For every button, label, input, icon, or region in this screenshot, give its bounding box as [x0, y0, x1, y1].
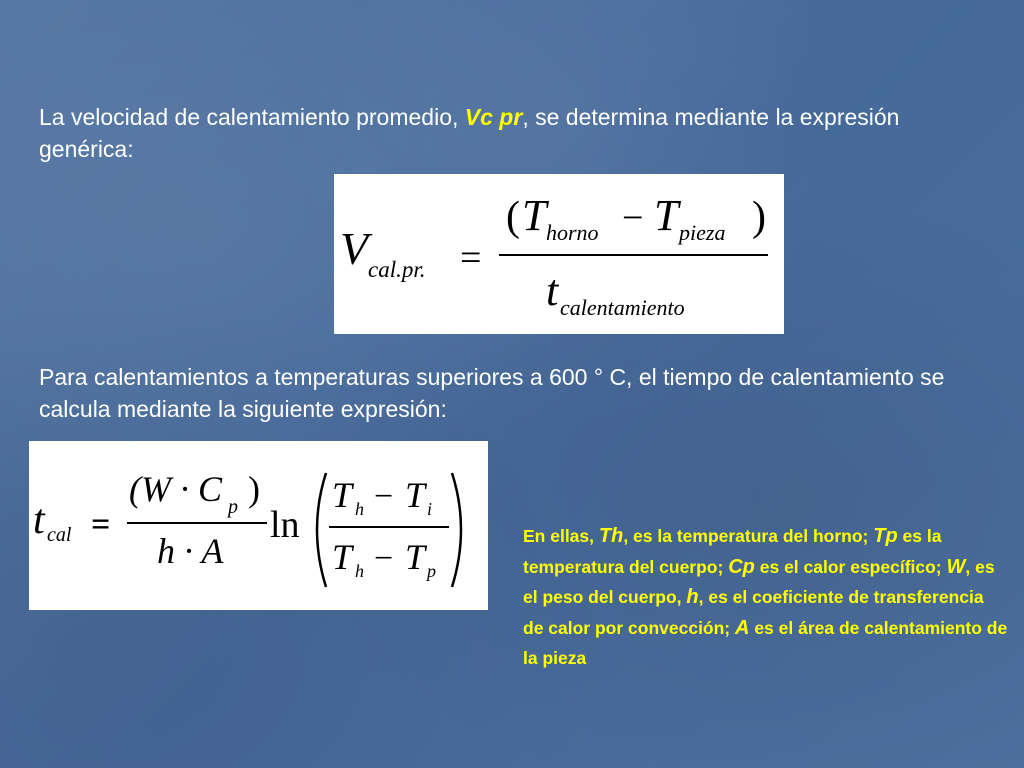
formula2-den1: h · A: [157, 531, 224, 571]
formula2-left-paren: [317, 473, 326, 587]
formula2-num1: (W · C: [129, 469, 222, 509]
formula1-num-open: (: [506, 194, 520, 240]
formula2-num2-b: T: [405, 475, 426, 515]
formula1-lhs-var: V: [340, 223, 369, 274]
legend-text: , es el peso del cuerpo,: [523, 556, 995, 607]
formula2-lhs-var: t: [33, 497, 45, 543]
formula1-equals: =: [460, 237, 482, 279]
formula2-num1-sub: p: [228, 496, 238, 518]
legend-symbol: h: [686, 586, 699, 608]
formula1-minus: −: [622, 197, 644, 239]
legend-symbol: W: [946, 555, 966, 578]
formula1-num-t1-sub: horno: [546, 220, 599, 245]
formula2-den2-a-sub: h: [355, 561, 364, 581]
legend-text: , es el coeficiente de transferencia de calor por convección;: [523, 587, 984, 638]
heating-time-formula: [29, 441, 488, 610]
legend-text: , es la temperatura del horno;: [623, 526, 874, 546]
intro-text-before: La velocidad de calentamiento promedio,: [39, 104, 465, 130]
formula1-num-t2-sub: pieza: [679, 220, 726, 245]
legend-text: es la temperatura del cuerpo;: [523, 526, 942, 577]
legend-symbol: Cp: [728, 555, 755, 578]
formula2-num2-a: T: [332, 475, 353, 515]
formula2-den2-minus: −: [374, 540, 394, 577]
intro-text-after: , se determina mediante la expresión genérica:: [39, 104, 900, 162]
formula2-den2-b-sub: p: [427, 561, 436, 581]
vc-pr-highlight: Vc pr: [464, 104, 523, 130]
variable-legend: [523, 521, 1008, 674]
legend-symbol: A: [735, 616, 750, 639]
legend-text: En ellas,: [523, 526, 599, 546]
legend-text: es el área de calentamiento de la pieza: [523, 617, 1008, 668]
formula1-lhs-sub: cal.pr.: [368, 257, 426, 282]
formula1-den-var: t: [546, 266, 559, 315]
formula2-ln: ln: [270, 504, 300, 546]
legend-text: es el calor específico;: [754, 556, 947, 577]
legend-symbol: Th: [598, 525, 624, 547]
formula1-num-t2: T: [654, 191, 679, 240]
formula2-lhs-sub: cal: [47, 524, 72, 546]
formula2-den2-b: T: [405, 537, 426, 577]
formula2-num2-a-sub: h: [355, 499, 364, 519]
formula2-num1-close: ): [248, 469, 260, 509]
formula1-num-close: ): [752, 194, 766, 240]
second-paragraph: Para calentamientos a temperaturas superiores a 600 ° C, el tiempo de calentamiento se calcula mediante la siguiente expresión:: [39, 364, 945, 422]
formula1-num-t1: T: [522, 191, 547, 240]
intro-paragraph: [39, 101, 989, 165]
average-heating-rate-formula: [334, 174, 784, 334]
formula2-num2-b-sub: i: [427, 499, 433, 519]
formula2-equals: =: [91, 506, 111, 543]
formula2-num2-minus: −: [374, 478, 394, 515]
formula1-den-sub: calentamiento: [560, 295, 685, 320]
formula2-den2-a: T: [332, 537, 353, 577]
legend-symbol: Tp: [873, 525, 898, 547]
formula2-right-paren: [452, 473, 461, 587]
